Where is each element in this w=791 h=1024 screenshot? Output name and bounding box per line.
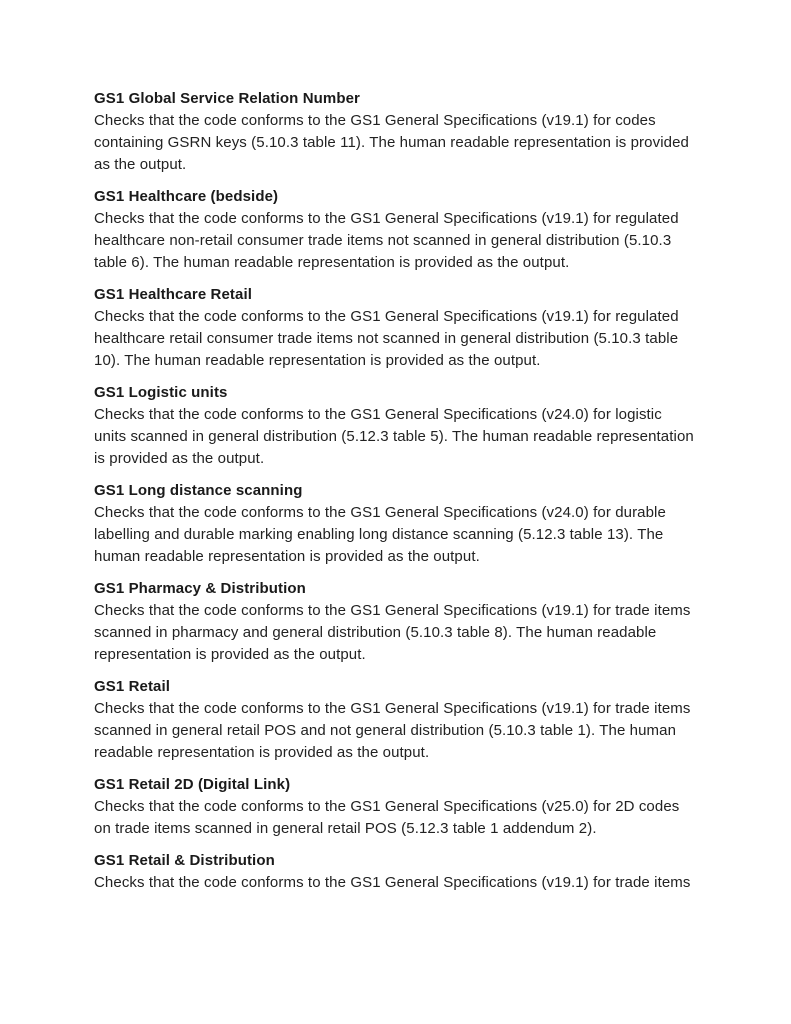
section-gs1-logistic-units <box>94 382 697 470</box>
section-heading: GS1 Global Service Relation Number <box>94 90 360 107</box>
section-paragraph: Checks that the code conforms to the GS1 General Specifications (v19.1) for codes containing GSRN keys (5.10.3 table 11). The human readable representation is provided as the output. <box>94 112 689 173</box>
section-gs1-retail-2d-digital-link <box>94 774 697 840</box>
section-gs1-retail-distribution <box>94 850 697 894</box>
section-heading: GS1 Pharmacy & Distribution <box>94 580 306 597</box>
section-gs1-healthcare-bedside <box>94 186 697 274</box>
section-gs1-healthcare-retail <box>94 284 697 372</box>
section-gs1-retail <box>94 676 697 764</box>
section-paragraph: Checks that the code conforms to the GS1 General Specifications (v19.1) for trade items scanned in pharmacy and general distribution (5.10.3 table 8). The human readable representation is provided as the output. <box>94 602 691 663</box>
section-heading: GS1 Logistic units <box>94 384 228 401</box>
section-paragraph: Checks that the code conforms to the GS1 General Specifications (v25.0) for 2D codes on trade items scanned in general retail POS (5.12.3 table 1 addendum 2). <box>94 798 680 837</box>
section-paragraph: Checks that the code conforms to the GS1 General Specifications (v19.1) for trade items scanned in general retail POS and not general distribution (5.10.3 table 1). The human readable representation is provided as the output. <box>94 700 691 761</box>
section-heading: GS1 Retail 2D (Digital Link) <box>94 776 291 793</box>
section-heading: GS1 Healthcare (bedside) <box>94 188 279 205</box>
section-paragraph: Checks that the code conforms to the GS1 General Specifications (v19.1) for regulated healthcare retail consumer trade items not scanned in general distribution (5.10.3 table 10). The human readable representation is provided as the output. <box>94 308 679 369</box>
section-gs1-global-service-relation-number <box>94 88 697 176</box>
section-paragraph: Checks that the code conforms to the GS1 General Specifications (v19.1) for regulated healthcare non-retail consumer trade items not scanned in general distribution (5.10.3 table 6). The human readable representation is provided as the output. <box>94 210 679 271</box>
section-heading: GS1 Retail & Distribution <box>94 852 275 869</box>
section-gs1-pharmacy-distribution <box>94 578 697 666</box>
section-gs1-long-distance-scanning <box>94 480 697 568</box>
section-heading: GS1 Long distance scanning <box>94 482 303 499</box>
section-paragraph: Checks that the code conforms to the GS1 General Specifications (v24.0) for logistic units scanned in general distribution (5.12.3 table 5). The human readable representation is provided as the output. <box>94 406 694 467</box>
section-heading: GS1 Healthcare Retail <box>94 286 253 303</box>
section-heading: GS1 Retail <box>94 678 171 695</box>
section-paragraph: Checks that the code conforms to the GS1 General Specifications (v19.1) for trade items <box>94 874 691 891</box>
section-paragraph: Checks that the code conforms to the GS1 General Specifications (v24.0) for durable labelling and durable marking enabling long distance scanning (5.12.3 table 13). The human readable representation is provided as the output. <box>94 504 666 565</box>
